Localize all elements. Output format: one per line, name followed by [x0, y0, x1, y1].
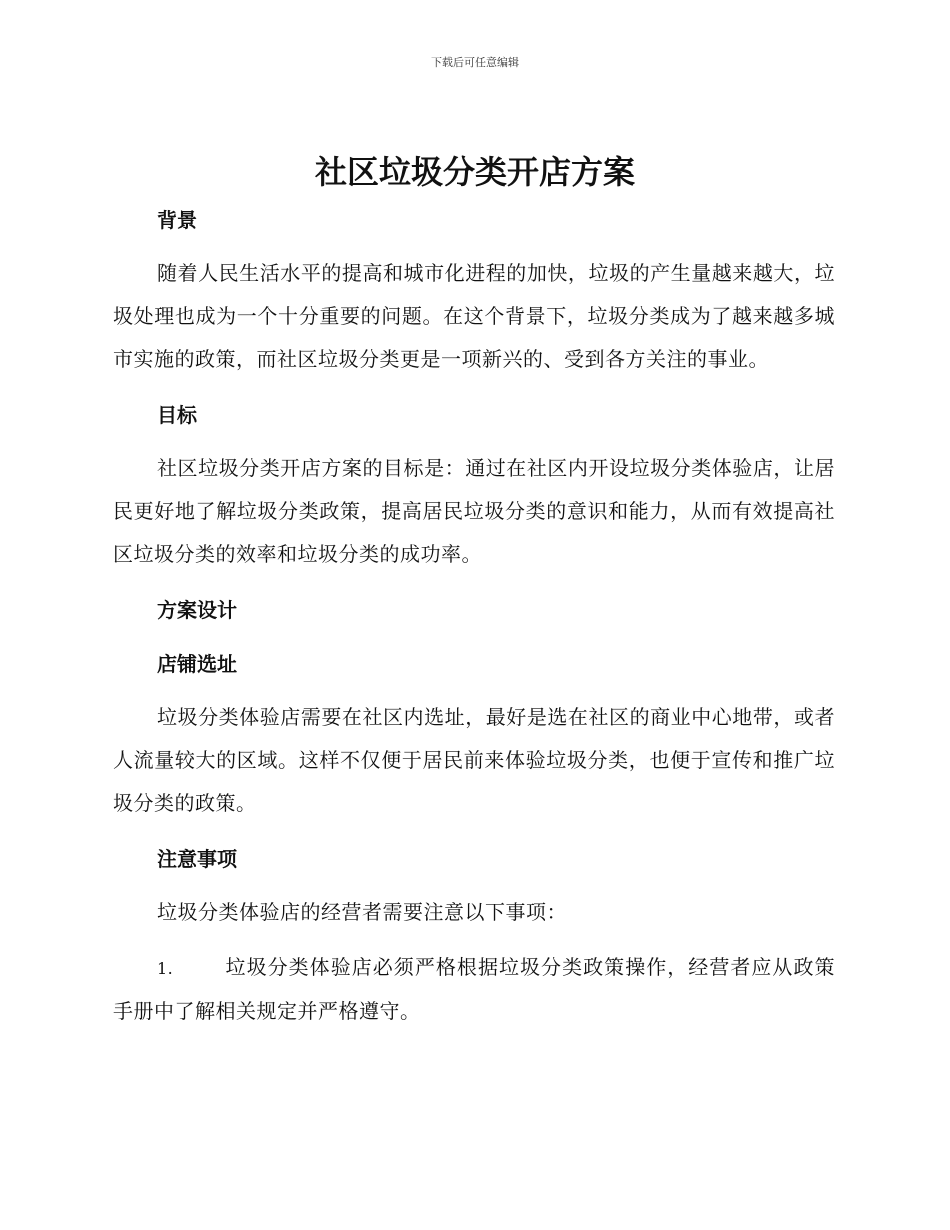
heading-background: 背景	[157, 208, 197, 232]
document-title: 社区垃圾分类开店方案	[314, 153, 635, 191]
document-body	[113, 198, 835, 1033]
heading-plan-design: 方案设计	[157, 598, 237, 622]
paragraph-notes: 垃圾分类体验店的经营者需要注意以下事项：	[157, 900, 567, 924]
list-item-number: 1.	[157, 959, 174, 978]
paragraph-store-location: 垃圾分类体验店需要在社区内选址，最好是选在社区的商业中心地带，或者人流量较大的区域。这样不仅便于居民前来体验垃圾分类，也便于宣传和推广垃圾分类的政策。	[113, 705, 835, 815]
heading-store-location: 店铺选址	[157, 652, 237, 676]
paragraph-goal: 社区垃圾分类开店方案的目标是：通过在社区内开设垃圾分类体验店，让居民更好地了解垃圾分类政策，提高居民垃圾分类的意识和能力，从而有效提高社区垃圾分类的效率和垃圾分类的成功率。	[113, 456, 835, 566]
header-note: 下载后可任意编辑	[431, 56, 519, 69]
list-item	[113, 946, 835, 1033]
list-item-text: 垃圾分类体验店必须严格根据垃圾分类政策操作，经营者应从政策手册中了解相关规定并严格遵守。	[113, 955, 835, 1023]
paragraph-background: 随着人民生活水平的提高和城市化进程的加快，垃圾的产生量越来越大，垃圾处理也成为一个十分重要的问题。在这个背景下，垃圾分类成为了越来越多城市实施的政策，而社区垃圾分类更是一项新兴的、受到各方关注的事业。	[113, 261, 835, 371]
heading-goal: 目标	[157, 403, 197, 427]
heading-notes: 注意事项	[157, 847, 237, 871]
